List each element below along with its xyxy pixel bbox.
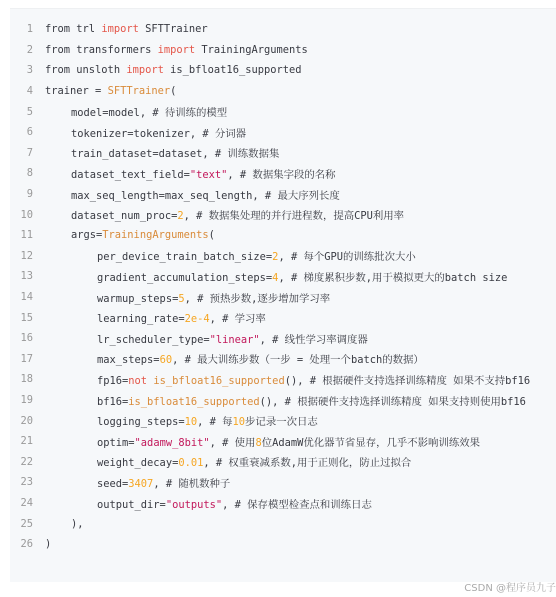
code-line <box>10 225 215 246</box>
code-token: is_bfloat16_supported <box>163 64 302 77</box>
code-token: dataset_num_proc= <box>71 210 178 223</box>
code-line <box>10 60 302 81</box>
code-token: optim= <box>97 436 135 449</box>
line-number: 15 <box>20 311 33 324</box>
code-token: output_dir= <box>97 498 166 511</box>
line-number: 3 <box>26 64 33 77</box>
code-token: 3407 <box>128 477 154 490</box>
line-number: 20 <box>20 414 33 427</box>
code-token: ) <box>45 538 52 551</box>
code-token: train_dataset=dataset, # 训练数据集 <box>71 148 280 161</box>
code-text <box>97 393 526 408</box>
code-token: logging_steps= <box>97 416 185 429</box>
code-text <box>97 248 416 263</box>
code-line <box>10 452 411 473</box>
code-text <box>45 44 308 56</box>
code-token: tokenizer=tokenizer, # 分词器 <box>71 127 247 140</box>
code-token: TrainingArguments <box>195 43 308 56</box>
code-token: not <box>128 374 148 387</box>
line-number: 10 <box>20 208 33 221</box>
code-token: 2 <box>177 210 184 223</box>
code-line <box>10 184 340 205</box>
code-text <box>97 434 480 449</box>
code-line <box>10 328 368 349</box>
line-number: 2 <box>26 43 33 56</box>
code-token: 4 <box>272 271 279 284</box>
line-number: 11 <box>20 229 33 242</box>
line-number: 19 <box>20 394 33 407</box>
line-number: 25 <box>20 517 33 530</box>
code-token: import <box>126 64 164 77</box>
code-line <box>10 19 208 40</box>
code-token: per_device_train_batch_size= <box>97 251 273 264</box>
code-line <box>10 369 530 390</box>
code-block <box>10 8 556 582</box>
line-number: 24 <box>20 497 33 510</box>
code-token: is_bfloat16_supported <box>128 395 260 408</box>
code-token: 5 <box>178 292 185 305</box>
code-line <box>10 163 336 184</box>
code-token: 2 <box>272 251 279 264</box>
code-text <box>71 187 340 202</box>
code-text <box>45 85 176 97</box>
code-line <box>10 81 176 102</box>
code-token: trainer = <box>45 85 108 98</box>
code-text <box>45 538 51 550</box>
code-token: from trl <box>45 23 102 36</box>
code-text <box>97 475 230 490</box>
code-text <box>71 229 215 241</box>
code-token: bf16= <box>97 395 129 408</box>
code-token: weight_decay= <box>97 457 179 470</box>
code-line <box>10 266 507 287</box>
code-line <box>10 534 51 555</box>
code-token: , # 保存模型检查点和训练日志 <box>222 498 372 511</box>
code-token: "text" <box>189 168 228 181</box>
code-text <box>45 23 208 35</box>
code-text <box>45 64 302 76</box>
line-number: 5 <box>26 105 33 118</box>
code-token: gradient_accumulation_steps= <box>97 271 273 284</box>
code-line <box>10 40 308 61</box>
line-number: 13 <box>20 270 33 283</box>
code-text <box>97 310 266 325</box>
code-token: 0.01 <box>178 457 204 470</box>
line-number: 18 <box>20 373 33 386</box>
code-line <box>10 390 526 411</box>
code-token: "linear" <box>209 333 260 346</box>
line-number: 23 <box>20 476 33 489</box>
code-token: , # 线性学习率调度器 <box>259 333 368 346</box>
line-number: 16 <box>20 332 33 345</box>
code-token: 步记录一次日志 <box>245 416 318 429</box>
code-token: warmup_steps= <box>97 292 179 305</box>
code-token: dataset_text_field= <box>71 168 190 181</box>
code-token: is_bfloat16_supported <box>153 374 285 387</box>
code-token: SFTTrainer <box>107 85 171 98</box>
code-token: 10 <box>232 416 246 429</box>
code-text <box>71 104 227 119</box>
code-token: model=model, # 待训练的模型 <box>71 107 228 120</box>
code-token: , # 数据集处理的并行进程数，提高CPU利用率 <box>183 210 405 223</box>
code-token: learning_rate= <box>97 313 185 326</box>
code-line <box>10 122 246 143</box>
line-number: 14 <box>20 291 33 304</box>
code-text <box>97 269 507 284</box>
code-text <box>97 331 368 346</box>
code-token: TrainingArguments <box>102 229 209 242</box>
code-token: , # 权重衰减系数,用于正则化，防止过拟合 <box>203 457 412 470</box>
code-token: , # 梯度累积步数,用于模拟更大的batch size <box>278 271 508 284</box>
code-line <box>10 143 279 164</box>
code-text <box>71 125 246 140</box>
line-number: 7 <box>26 146 33 159</box>
code-line <box>10 513 84 534</box>
code-token: , # 使用 <box>209 436 256 449</box>
code-token: 2e-4 <box>184 313 210 326</box>
code-token: 位AdamW优化器节省显存，几乎不影响训练效果 <box>261 436 481 449</box>
line-number: 21 <box>20 435 33 448</box>
code-text <box>71 518 84 530</box>
code-line <box>10 431 480 452</box>
code-token: seed= <box>97 477 129 490</box>
code-line <box>10 493 372 514</box>
line-number: 26 <box>20 538 33 551</box>
code-text <box>97 413 318 428</box>
code-text <box>97 290 330 305</box>
code-line <box>10 307 266 328</box>
code-token: 60 <box>159 354 173 367</box>
code-token: "adamw_8bit" <box>134 436 210 449</box>
code-text <box>71 145 279 160</box>
code-line <box>10 246 416 267</box>
line-number: 4 <box>26 85 33 98</box>
line-number: 1 <box>26 23 33 36</box>
code-token: SFTTrainer <box>138 23 208 36</box>
code-token: fp16= <box>97 374 129 387</box>
code-token: ), <box>71 517 84 530</box>
code-line <box>10 287 330 308</box>
code-text <box>97 496 372 511</box>
code-token: ( <box>208 229 215 242</box>
code-token: "outputs" <box>165 498 223 511</box>
code-token: lr_scheduler_type= <box>97 333 210 346</box>
code-token: 10 <box>184 416 198 429</box>
code-token: (), # 根据硬件支持选择训练精度 如果支持则使用bf16 <box>259 395 526 408</box>
csdn-watermark: CSDN @程序员九子 <box>464 583 556 594</box>
code-token: , # 数据集字段的名称 <box>227 168 336 181</box>
code-line <box>10 101 227 122</box>
code-text <box>97 454 411 469</box>
code-line <box>10 410 318 431</box>
code-token: max_seq_length=max_seq_length, # 最大序列长度 <box>71 189 340 202</box>
line-number: 22 <box>20 455 33 468</box>
code-token: , # 最大训练步数（一步 = 处理一个batch的数据） <box>172 354 424 367</box>
line-number: 8 <box>26 167 33 180</box>
code-token: args= <box>71 229 103 242</box>
code-token: , # 每 <box>197 416 233 429</box>
code-token: import <box>101 23 139 36</box>
code-token: , # 预热步数,逐步增加学习率 <box>184 292 331 305</box>
code-line <box>10 349 424 370</box>
code-token: 8 <box>255 436 262 449</box>
code-line <box>10 472 230 493</box>
code-text <box>71 166 336 181</box>
code-text <box>97 372 530 387</box>
line-number: 9 <box>26 188 33 201</box>
line-number: 6 <box>26 126 33 139</box>
code-token: from transformers <box>45 43 158 56</box>
code-text <box>97 351 424 366</box>
code-token: from unsloth <box>45 64 127 77</box>
line-number: 12 <box>20 249 33 262</box>
code-token: (), # 根据硬件支持选择训练精度 如果不支持bf16 <box>284 374 531 387</box>
code-token: , # 学习率 <box>209 313 266 326</box>
code-token: max_steps= <box>97 354 160 367</box>
line-number: 17 <box>20 352 33 365</box>
code-token: , # 随机数种子 <box>153 477 231 490</box>
code-token: , # 每个GPU的训练批次大小 <box>278 251 416 264</box>
code-token: ( <box>170 85 177 98</box>
code-line <box>10 204 404 225</box>
code-token: import <box>157 43 196 56</box>
code-text <box>71 207 404 222</box>
